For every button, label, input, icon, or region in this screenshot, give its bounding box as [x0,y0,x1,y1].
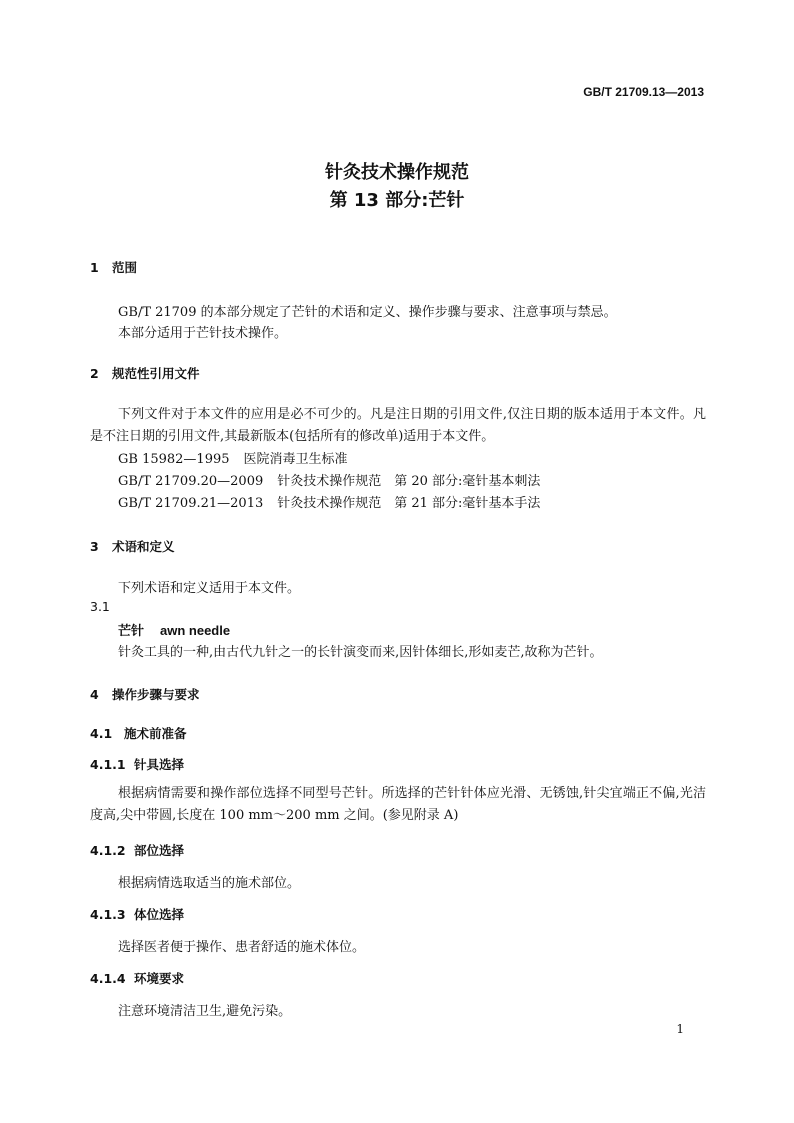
section-1-paragraph-2: 本部分适用于芒针技术操作。 [118,326,288,341]
section-4-1-4-heading [90,969,184,987]
section-title: 针具选择 [134,757,185,772]
section-number: 3 [90,539,99,554]
reference-item [118,470,540,489]
section-number: 4.1.4 [90,971,126,986]
section-title: 施术前准备 [124,726,187,741]
section-1-paragraph-1: GB/T 21709 的本部分规定了芒针的术语和定义、操作步骤与要求、注意事项与禁忌。 [118,305,617,320]
section-3-paragraph: 下列术语和定义适用于本文件。 [118,581,301,596]
section-4-1-heading [90,724,187,742]
standard-code: GB/T 21709.13—2013 [583,85,704,99]
section-number: 4.1.2 [90,843,126,858]
section-2-heading [90,364,200,382]
section-number: 4.1.1 [90,757,126,772]
section-title: 规范性引用文件 [112,366,200,381]
document-subtitle: 第 13 部分:芒针 [329,190,465,211]
term-entry [118,620,230,639]
section-number: 2 [90,366,99,381]
document-title: 针灸技术操作规范 [325,162,469,183]
section-4-1-3-heading [90,905,184,923]
reference-item [118,492,540,511]
reference-code: GB/T 21709.20—2009 [118,474,264,489]
section-4-1-1-heading [90,755,184,773]
section-title: 术语和定义 [112,539,175,554]
section-title: 操作步骤与要求 [112,687,200,702]
term-chinese: 芒针 [118,624,145,639]
section-2-paragraph: 下列文件对于本文件的应用是必不可少的。凡是注日期的引用文件,仅注日期的版本适用于本文件。凡是不注日期的引用文件,其最新版本(包括所有的修改单)适用于本文件。 [90,407,706,444]
section-number: 4.1.3 [90,907,126,922]
section-4-1-3-paragraph: 选择医者便于操作、患者舒适的施术体位。 [118,940,366,955]
section-number: 4 [90,687,99,702]
section-title: 体位选择 [134,907,185,922]
section-1-heading [90,258,137,276]
reference-code: GB/T 21709.21—2013 [118,496,264,511]
section-number: 4.1 [90,726,113,741]
term-definition: 针灸工具的一种,由古代九针之一的长针演变而来,因针体细长,形如麦芒,故称为芒针。 [118,645,603,660]
section-title: 环境要求 [134,971,185,986]
section-title: 部位选择 [134,843,185,858]
reference-title: 针灸技术操作规范 第 21 部分:毫针基本手法 [277,496,541,511]
section-4-1-1-paragraph: 根据病情需要和操作部位选择不同型号芒针。所选择的芒针针体应光滑、无锈蚀,针尖宜端正不偏,光洁度高,尖中带圆,长度在 100 mm～200 mm 之间。(参见附录 A) [90,786,706,823]
section-number: 1 [90,260,99,275]
section-title: 范围 [112,260,138,275]
reference-title: 医院消毒卫生标准 [243,452,348,467]
term-number: 3.1 [90,599,110,614]
section-3-heading [90,537,175,555]
term-english: awn needle [160,623,231,638]
page-number: 1 [676,1022,684,1036]
section-4-1-2-paragraph: 根据病情选取适当的施术部位。 [118,876,301,891]
section-4-heading [90,685,200,703]
reference-item [118,448,348,467]
section-4-1-2-heading [90,841,184,859]
reference-code: GB 15982—1995 [118,452,230,467]
reference-title: 针灸技术操作规范 第 20 部分:毫针基本刺法 [277,474,541,489]
section-4-1-4-paragraph: 注意环境清洁卫生,避免污染。 [118,1004,292,1019]
